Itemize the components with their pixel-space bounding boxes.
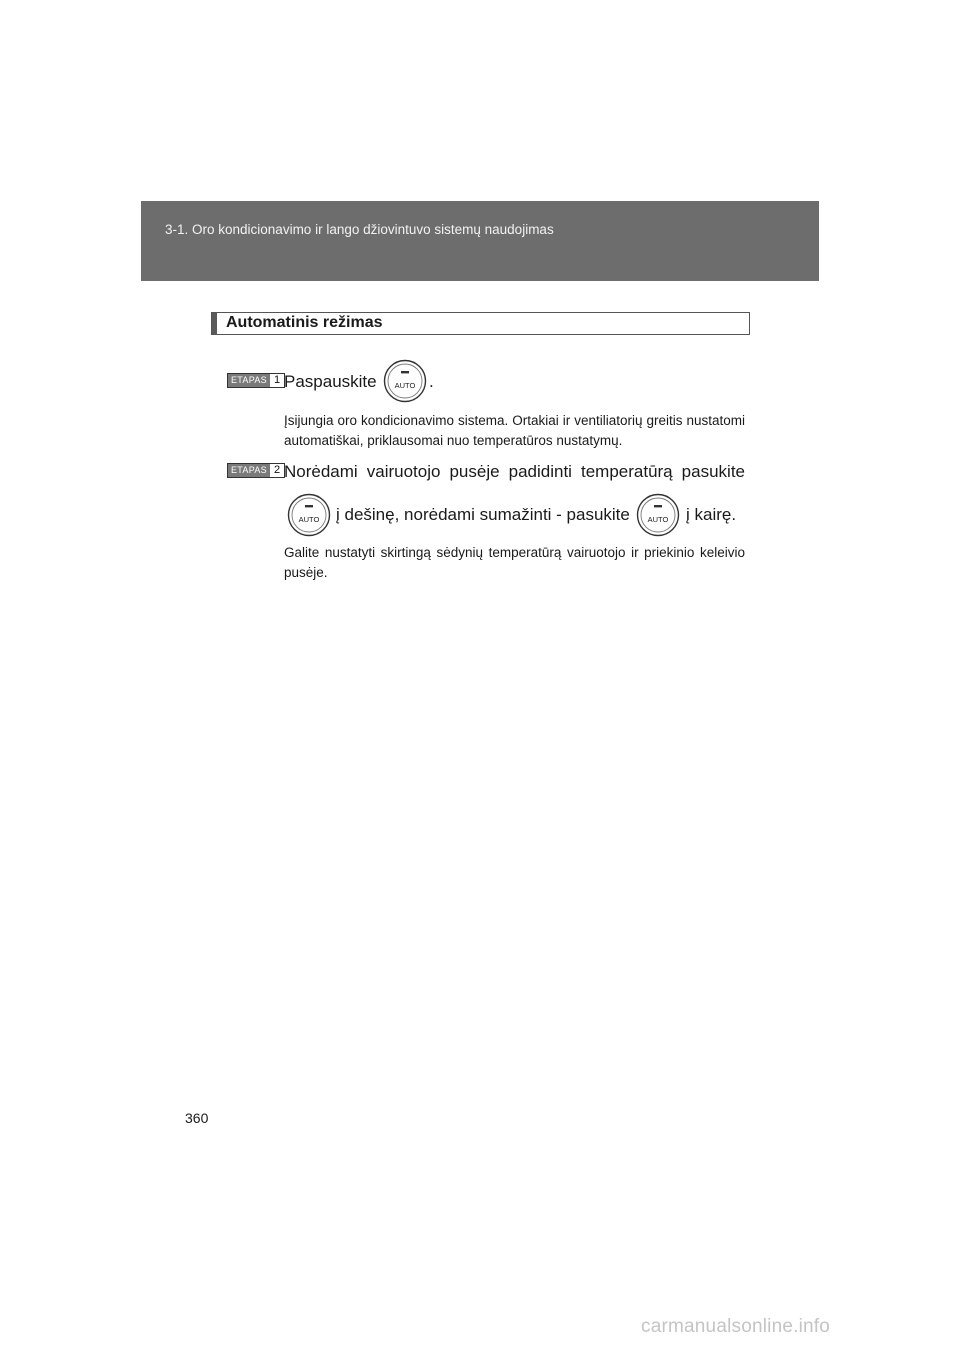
auto-button-icon xyxy=(636,493,680,537)
chapter-title: 3-1. Oro kondicionavimo ir lango džiovintuvo sistemų naudojimas xyxy=(165,222,554,237)
step-1-badge xyxy=(227,373,285,388)
section-title: Automatinis režimas xyxy=(226,314,383,331)
step-1-note: Įsijungia oro kondicionavimo sistema. Ortakiai ir ventiliatorių greitis nustatomi automatiškai, priklausomai nuo temperatūros nustatymų. xyxy=(284,413,745,448)
step-badge-label: ETAPAS xyxy=(228,374,270,387)
section-marker xyxy=(212,313,217,334)
chapter-header xyxy=(141,201,819,281)
step-2-line-1: Norėdami vairuotojo pusėje padidinti temperatūrą pasukite xyxy=(284,462,745,481)
section-heading xyxy=(211,312,750,335)
page-number: 360 xyxy=(185,1110,209,1126)
step-2-note: Galite nustatyti skirtingą sėdynių temperatūrą vairuotojo ir priekinio keleivio pusėje. xyxy=(284,545,745,580)
step-2-line-2a: į dešinę, norėdami sumažinti - pasukite xyxy=(336,505,630,524)
svg-text:AUTO: AUTO xyxy=(394,381,416,390)
step-badge-number: 2 xyxy=(273,464,281,476)
step-2-line-2b: į kairę. xyxy=(686,505,737,524)
auto-button-icon xyxy=(287,493,331,537)
watermark: carmanualsonline.info xyxy=(641,1316,831,1337)
svg-text:AUTO: AUTO xyxy=(298,515,320,524)
step-1-text: Paspauskite xyxy=(284,372,377,391)
svg-text:AUTO: AUTO xyxy=(647,515,669,524)
auto-button-icon xyxy=(383,359,427,403)
step-1-period: . xyxy=(429,372,434,391)
step-2-badge xyxy=(227,463,285,478)
step-badge-number: 1 xyxy=(273,374,281,386)
step-badge-label: ETAPAS xyxy=(228,464,270,477)
